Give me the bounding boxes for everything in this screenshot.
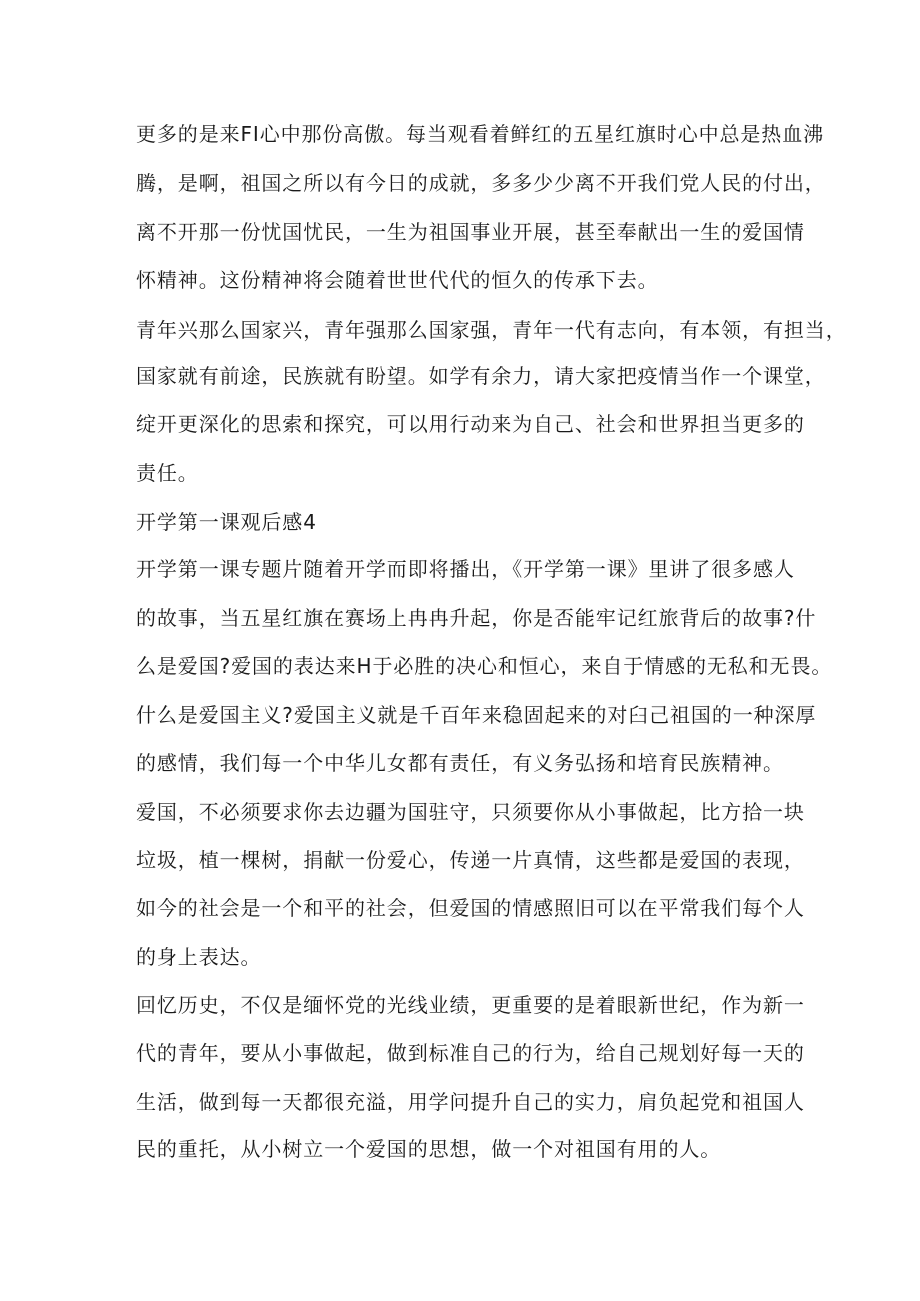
text-line: 青年兴那么国家兴，青年强那么国家强，青年一代有志向，有本领，有担当， bbox=[136, 318, 847, 342]
text-line: 的身上表达。 bbox=[136, 945, 262, 969]
text-line: 如今的社会是一个和平的社会，但爱国的情感照旧可以在平常我们每个人 bbox=[136, 896, 805, 920]
text-line: 爱国，不必须要求你去边疆为国驻守，只须要你从小事做起，比方拾一块 bbox=[136, 800, 805, 824]
text-line: 开学第一课专题片随着开学而即将播出，《开学第一课》里讲了很多感人 bbox=[136, 557, 795, 581]
text-line: 么是爱国?爱国的表达来H于必胜的决心和恒心，来自于情感的无私和无畏。 bbox=[136, 654, 833, 678]
text-line: 民的重托，从小树立一个爱国的思想，做一个对祖国有用的人。 bbox=[136, 1137, 722, 1161]
text-line: 国家就有前途，民族就有盼望。如学有余力，请大家把疫情当作一个课堂， bbox=[136, 364, 826, 388]
text-line: 责任。 bbox=[136, 461, 199, 485]
text-line: 更多的是来FI心中那份高傲。每当观看着鲜红的五星红旗时心中总是热血沸 bbox=[136, 122, 825, 146]
text-line: 怀精神。这份精神将会随着世世代代的恒久的传承下去。 bbox=[136, 268, 659, 292]
text-line: 回忆历史，不仅是缅怀党的光线业绩，更重要的是着眼新世纪，作为新一 bbox=[136, 993, 805, 1017]
text-line: 垃圾，植一棵树，捐献一份爱心，传递一片真情，这些都是爱国的表现， bbox=[136, 848, 805, 872]
text-line: 绽开更深化的思索和探究，可以用行动来为自己、社会和世界担当更多的 bbox=[136, 412, 805, 436]
text-line: 的故事，当五星红旗在赛场上冉冉升起，你是否能牢记红旅背后的故事?什 bbox=[136, 606, 817, 630]
text-line: 离不开那一份忧国忧民，一生为祖国事业开展，甚至奉献出一生的爱国情 bbox=[136, 220, 805, 244]
text-line: 腾，是啊，祖国之所以有今日的成就，多多少少离不开我们党人民的付出， bbox=[136, 171, 826, 195]
text-line: 生活，做到每一天都很充溢，用学问提升自己的实力，肩负起党和祖国人 bbox=[136, 1090, 805, 1114]
text-line: 代的青年，要从小事做起，做到标准自己的行为，给自己规划好每一天的 bbox=[136, 1041, 805, 1065]
section-heading: 开学第一课观后感4 bbox=[136, 510, 317, 534]
text-line: 的感情，我们每一个中华儿女都有责任，有义务弘扬和培育民族精神。 bbox=[136, 751, 784, 775]
text-line: 什么是爱国主义?爱国主义就是千百年来稳固起来的对臼己祖国的一种深厚 bbox=[136, 703, 817, 727]
